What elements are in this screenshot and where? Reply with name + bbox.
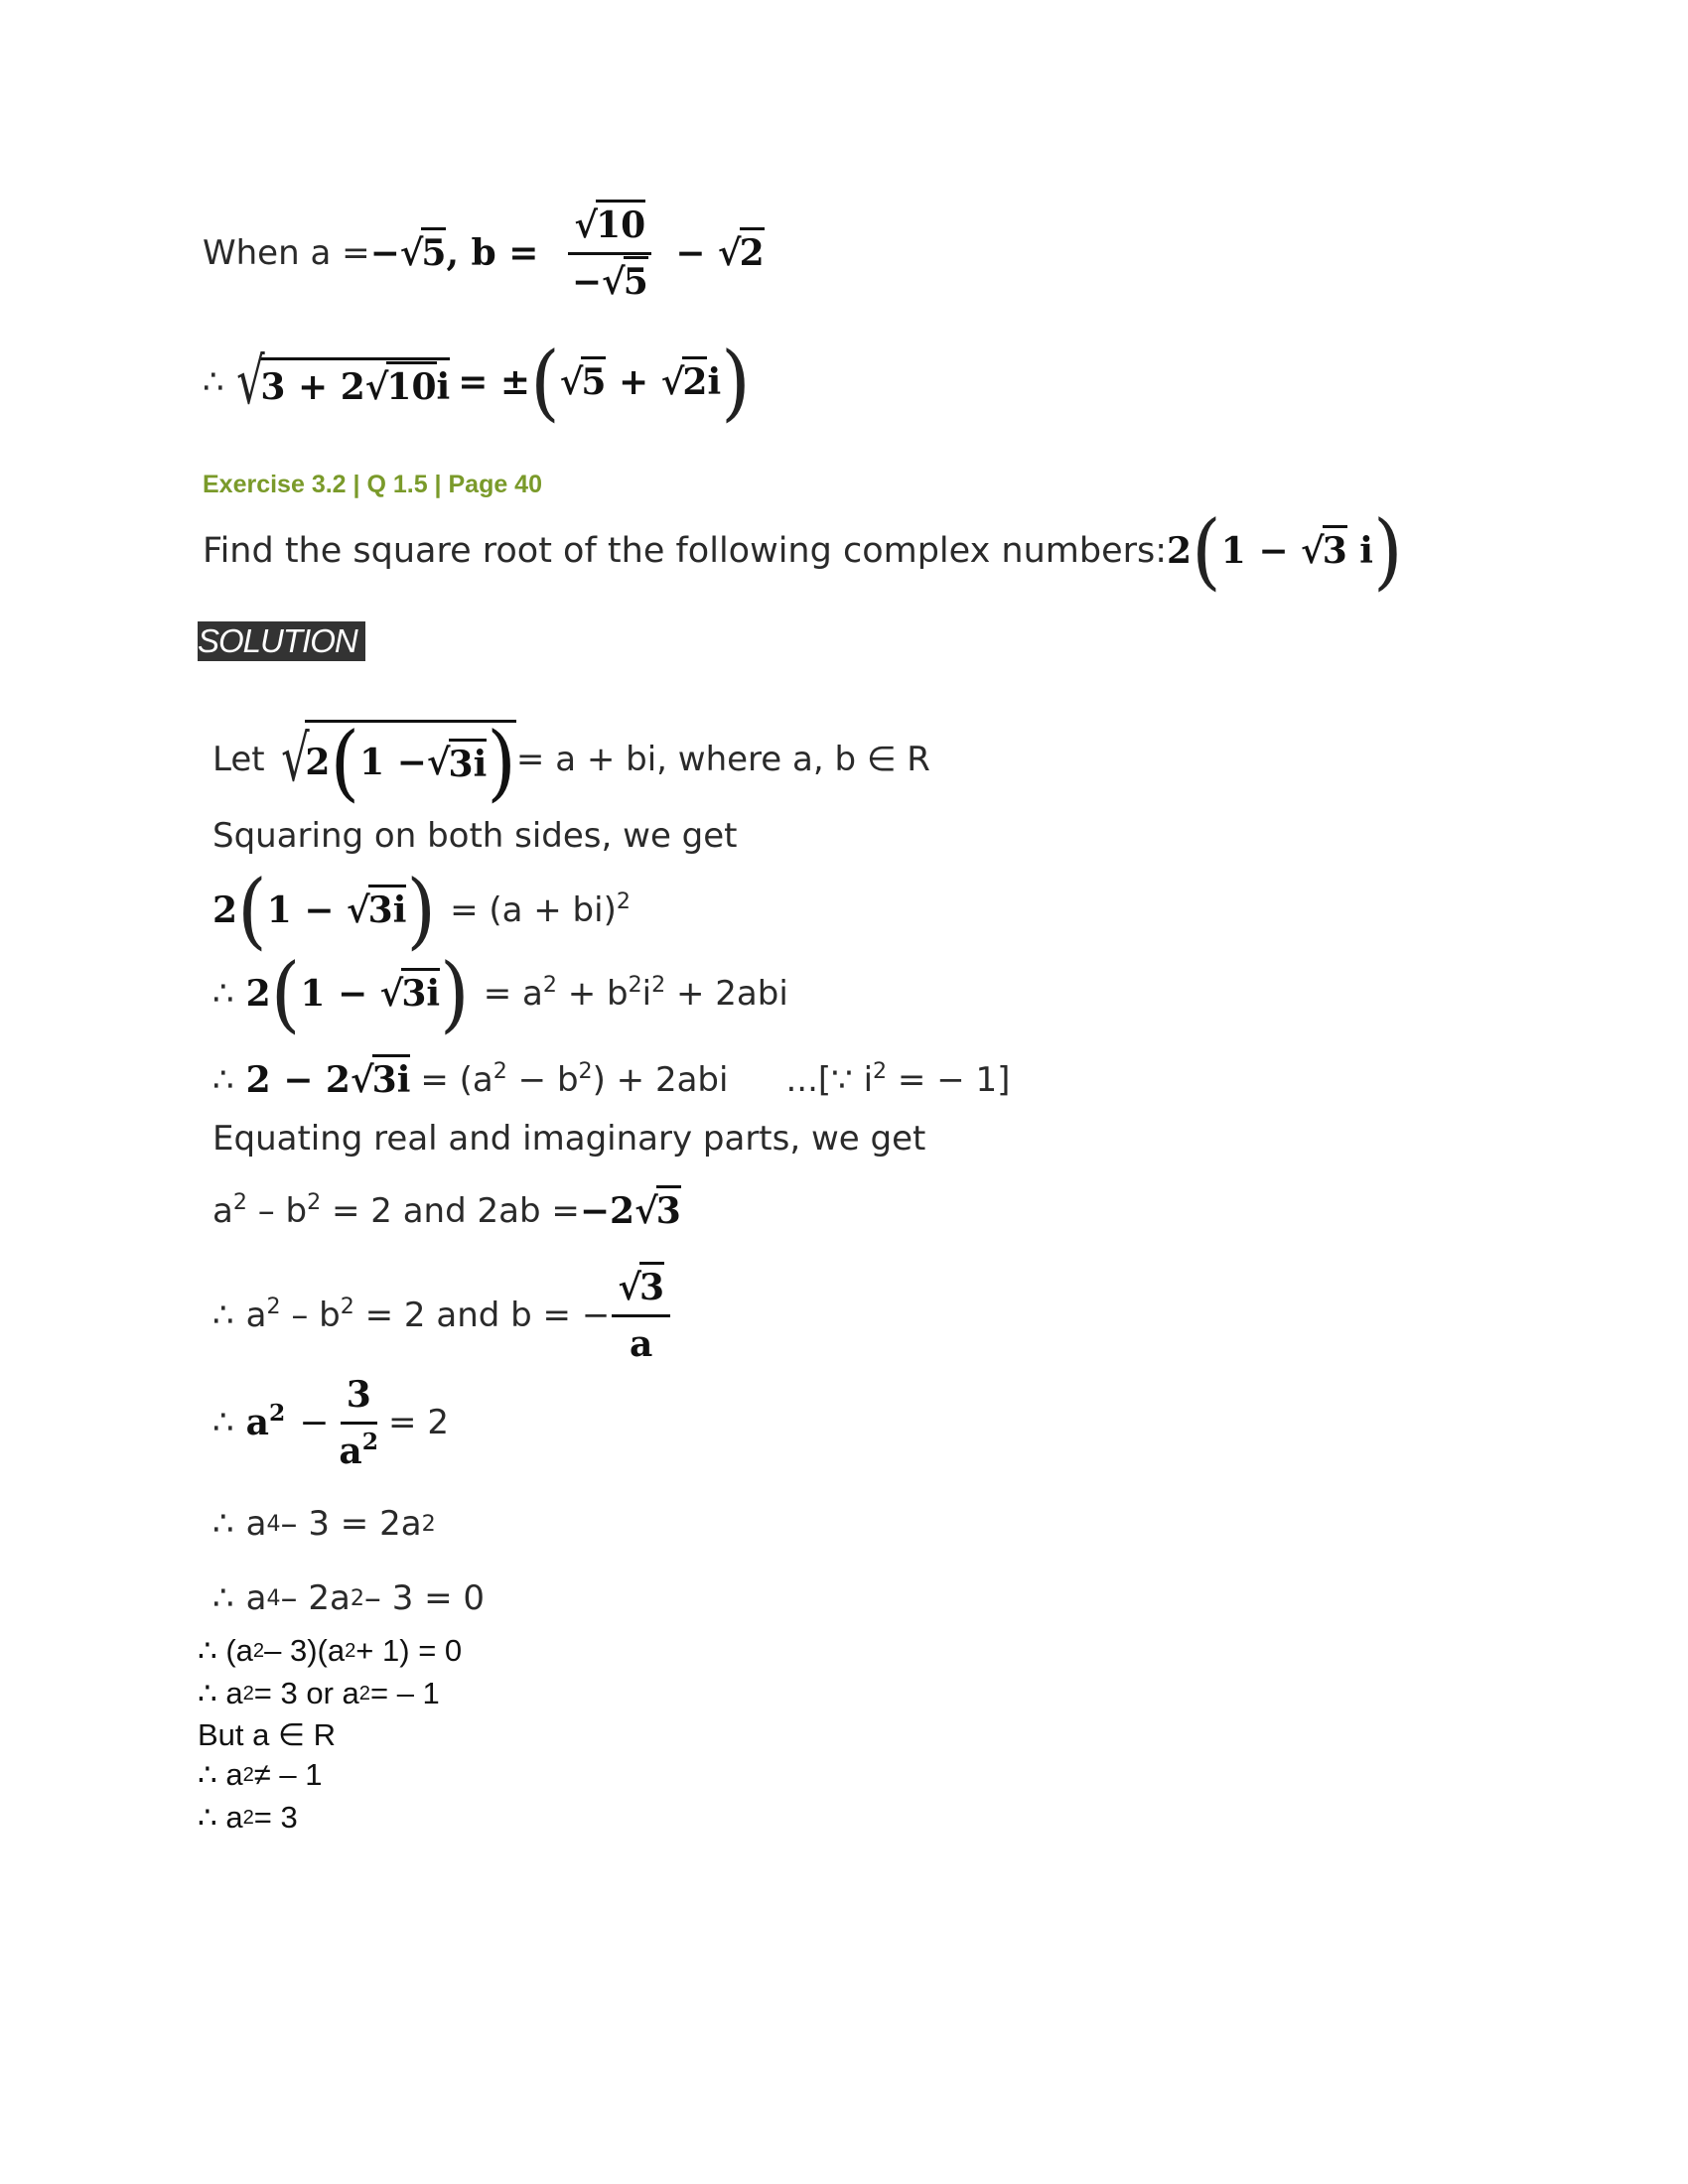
rhs [420,1057,729,1100]
t: = − 1] [887,1060,1011,1100]
minus: − [571,260,603,303]
radicand: 2 [682,356,707,403]
solution-label: SOLUTION [198,621,365,661]
denominator [339,1425,378,1472]
coefficient: 2 [212,889,238,931]
note [785,1057,1011,1100]
coefficient: 2 [245,973,271,1015]
t: − b [506,1060,579,1100]
final-3: But a ∈ R [198,1717,337,1752]
when-label: When a = [203,233,370,273]
final-2: ∴ a 2 = 3 or a 2 = – 1 [198,1676,440,1710]
radicand: 3i [372,1054,411,1101]
step-6 [212,1261,680,1370]
radicand: 10 [596,200,645,246]
radicand: 3 + 2√10i [260,357,450,408]
imag-unit: i [1346,530,1373,572]
therefore-symbol: ∴ [212,1504,234,1544]
b-fraction [568,205,651,303]
term: 3 + 2 [260,365,365,408]
left-paren: ( [1192,501,1221,600]
question-text: Find the square root of the following complex numbers: [203,531,1168,571]
t: ∴ a [198,1800,243,1835]
exponent: 2 [266,1293,281,1319]
imag-unit: i [436,365,451,408]
right-paren: ) [487,713,516,810]
prev-result-line [203,333,751,432]
exponent: 2 [873,1057,888,1084]
t: a [212,1191,233,1231]
numerator: √3 [612,1267,670,1317]
radicand: 2 ( 1 − √ 3i ) [305,713,516,810]
expression: 1 − √3 i [1221,530,1373,572]
t: a [245,1504,267,1544]
step-8: ∴ a 4 – 3 = 2a 2 [212,1504,436,1544]
radicand: 3 [656,1185,681,1232]
therefore-symbol: ∴ [212,1578,234,1618]
squaring-text: Squaring on both sides, we get [212,816,738,856]
term: 1 − [266,889,347,931]
radicand: 5 [421,227,446,274]
let-label: Let [212,740,265,779]
t: + 1) = 0 [355,1633,463,1668]
t: – b [280,1296,341,1335]
radicand: 3 [639,1262,664,1308]
minus: − [369,232,400,274]
t: a [245,1296,267,1335]
t: a [339,1430,362,1472]
term: 1 − [1220,530,1302,572]
minus: − [675,232,718,274]
t: ∴ (a [198,1633,253,1668]
step-7 [212,1368,449,1477]
coefficient: 2 [305,741,331,783]
t: = 2 and b = − [353,1296,611,1335]
t: ≠ – 1 [253,1757,323,1792]
right-paren: ) [440,944,470,1042]
t: = 3 or a [253,1676,359,1710]
imag-unit: i [707,361,722,403]
radical-sign: √ [235,345,265,419]
lhs: 2 − 2√3i [246,1059,411,1101]
exponent: 2 [542,971,557,998]
t: = – 1 [369,1676,440,1710]
left-paren: ( [270,944,301,1042]
radical-sign: √ [280,723,310,796]
term: 1 − [300,973,380,1015]
exponent: 2 [232,1188,247,1215]
t: a [245,1402,269,1443]
exponent: 2 [492,1057,507,1084]
rhs: √5 + √2i [560,361,721,403]
denominator: a [630,1322,653,1365]
expression: 1 − √3i [267,889,407,931]
t: + b [556,974,629,1014]
radicand: 2 [740,227,765,274]
therefore-symbol: ∴ [212,1296,234,1335]
t: – 3)(a [264,1633,346,1668]
therefore-symbol: ∴ [212,974,234,1014]
t: = (a [420,1060,493,1100]
t: = a [483,974,543,1014]
right-paren: ) [721,333,751,431]
t: + 2abi [665,974,788,1014]
t: ) + 2abi [592,1060,729,1100]
left-paren: ( [237,861,267,959]
right-paren: ) [406,861,437,959]
final-4: ∴ a 2 ≠ – 1 [198,1757,323,1792]
eq-pm: = ± [458,361,531,403]
plus: + [606,361,661,403]
final-5: ∴ a 2 = 3 [198,1800,298,1835]
t: = 2 and 2ab = [321,1191,580,1231]
radicand: 3i [449,739,488,785]
therefore-symbol: ∴ [212,1060,234,1100]
radicand: 10 [386,361,436,408]
t: = 3 [253,1800,298,1835]
prev-when-line [203,194,765,313]
left-paren: ( [330,713,360,810]
question [203,501,1403,600]
minus: − [299,1402,330,1443]
t: ∴ a [198,1757,243,1792]
right-paren: ) [1372,501,1403,600]
radicand: 3 [1323,525,1347,572]
exponent: 2 [361,1427,379,1455]
step-let [212,710,930,809]
therefore-symbol: ∴ [212,1403,234,1442]
rhs [483,971,788,1014]
lhs [212,1188,580,1231]
expression: 1 − √3i [300,973,440,1015]
exponent: 2 [340,1293,354,1319]
rhs-text: = (a + bi) [450,890,617,930]
t: – b [246,1191,308,1231]
numerator: 3 [341,1374,377,1425]
t: – 3 = 2a [280,1504,422,1544]
let-rhs: = a + bi, where a, b ∈ R [515,740,930,779]
equating-text: Equating real and imaginary parts, we get [212,1119,926,1159]
radicand: 3i [368,885,407,931]
rhs [450,887,631,930]
exponent: 2 [651,971,666,998]
rhs: = 2 [388,1403,449,1442]
coefficient: 2 [1167,530,1193,572]
t: – 3 = 0 [363,1578,486,1618]
radicand: 5 [624,256,648,303]
denominator: −√5 [572,255,648,303]
radicand: 3i [401,968,440,1015]
step-9: ∴ a 4 – 2a 2 – 3 = 0 [212,1578,486,1618]
exercise-reference[interactable]: Exercise 3.2 | Q 1.5 | Page 40 [203,471,542,498]
lhs [245,1293,611,1335]
exponent: 2 [616,887,631,914]
t: a [245,1578,267,1618]
exponent: 2 [628,971,642,998]
fraction [339,1374,378,1472]
fraction [612,1267,670,1365]
exponent: 2 [307,1188,322,1215]
numerator: √10 [568,205,651,255]
therefore-symbol: ∴ [203,362,224,402]
left-paren: ( [530,333,560,431]
exponent: 2 [268,1398,286,1427]
b-tail: − √2 [675,232,764,274]
rhs: −2√3 [580,1190,681,1232]
term [245,1398,286,1443]
term: 2 − 2 [245,1059,351,1101]
step-2 [212,861,631,959]
exponent: 2 [578,1057,593,1084]
step-4 [212,1052,1010,1108]
t: – 2a [280,1578,351,1618]
t: ...[∵ i [785,1060,874,1100]
step-5 [212,1183,681,1239]
final-1: ∴ (a 2 – 3)(a 2 + 1) = 0 [198,1633,463,1668]
t: i [641,974,652,1014]
radicand: 5 [581,356,606,403]
t: −2 [579,1190,635,1232]
b-label: , b = [446,232,539,274]
term: 1 − [359,741,427,783]
step-3 [212,944,788,1042]
a-value: −√5 [370,232,447,274]
t: ∴ a [198,1676,243,1710]
